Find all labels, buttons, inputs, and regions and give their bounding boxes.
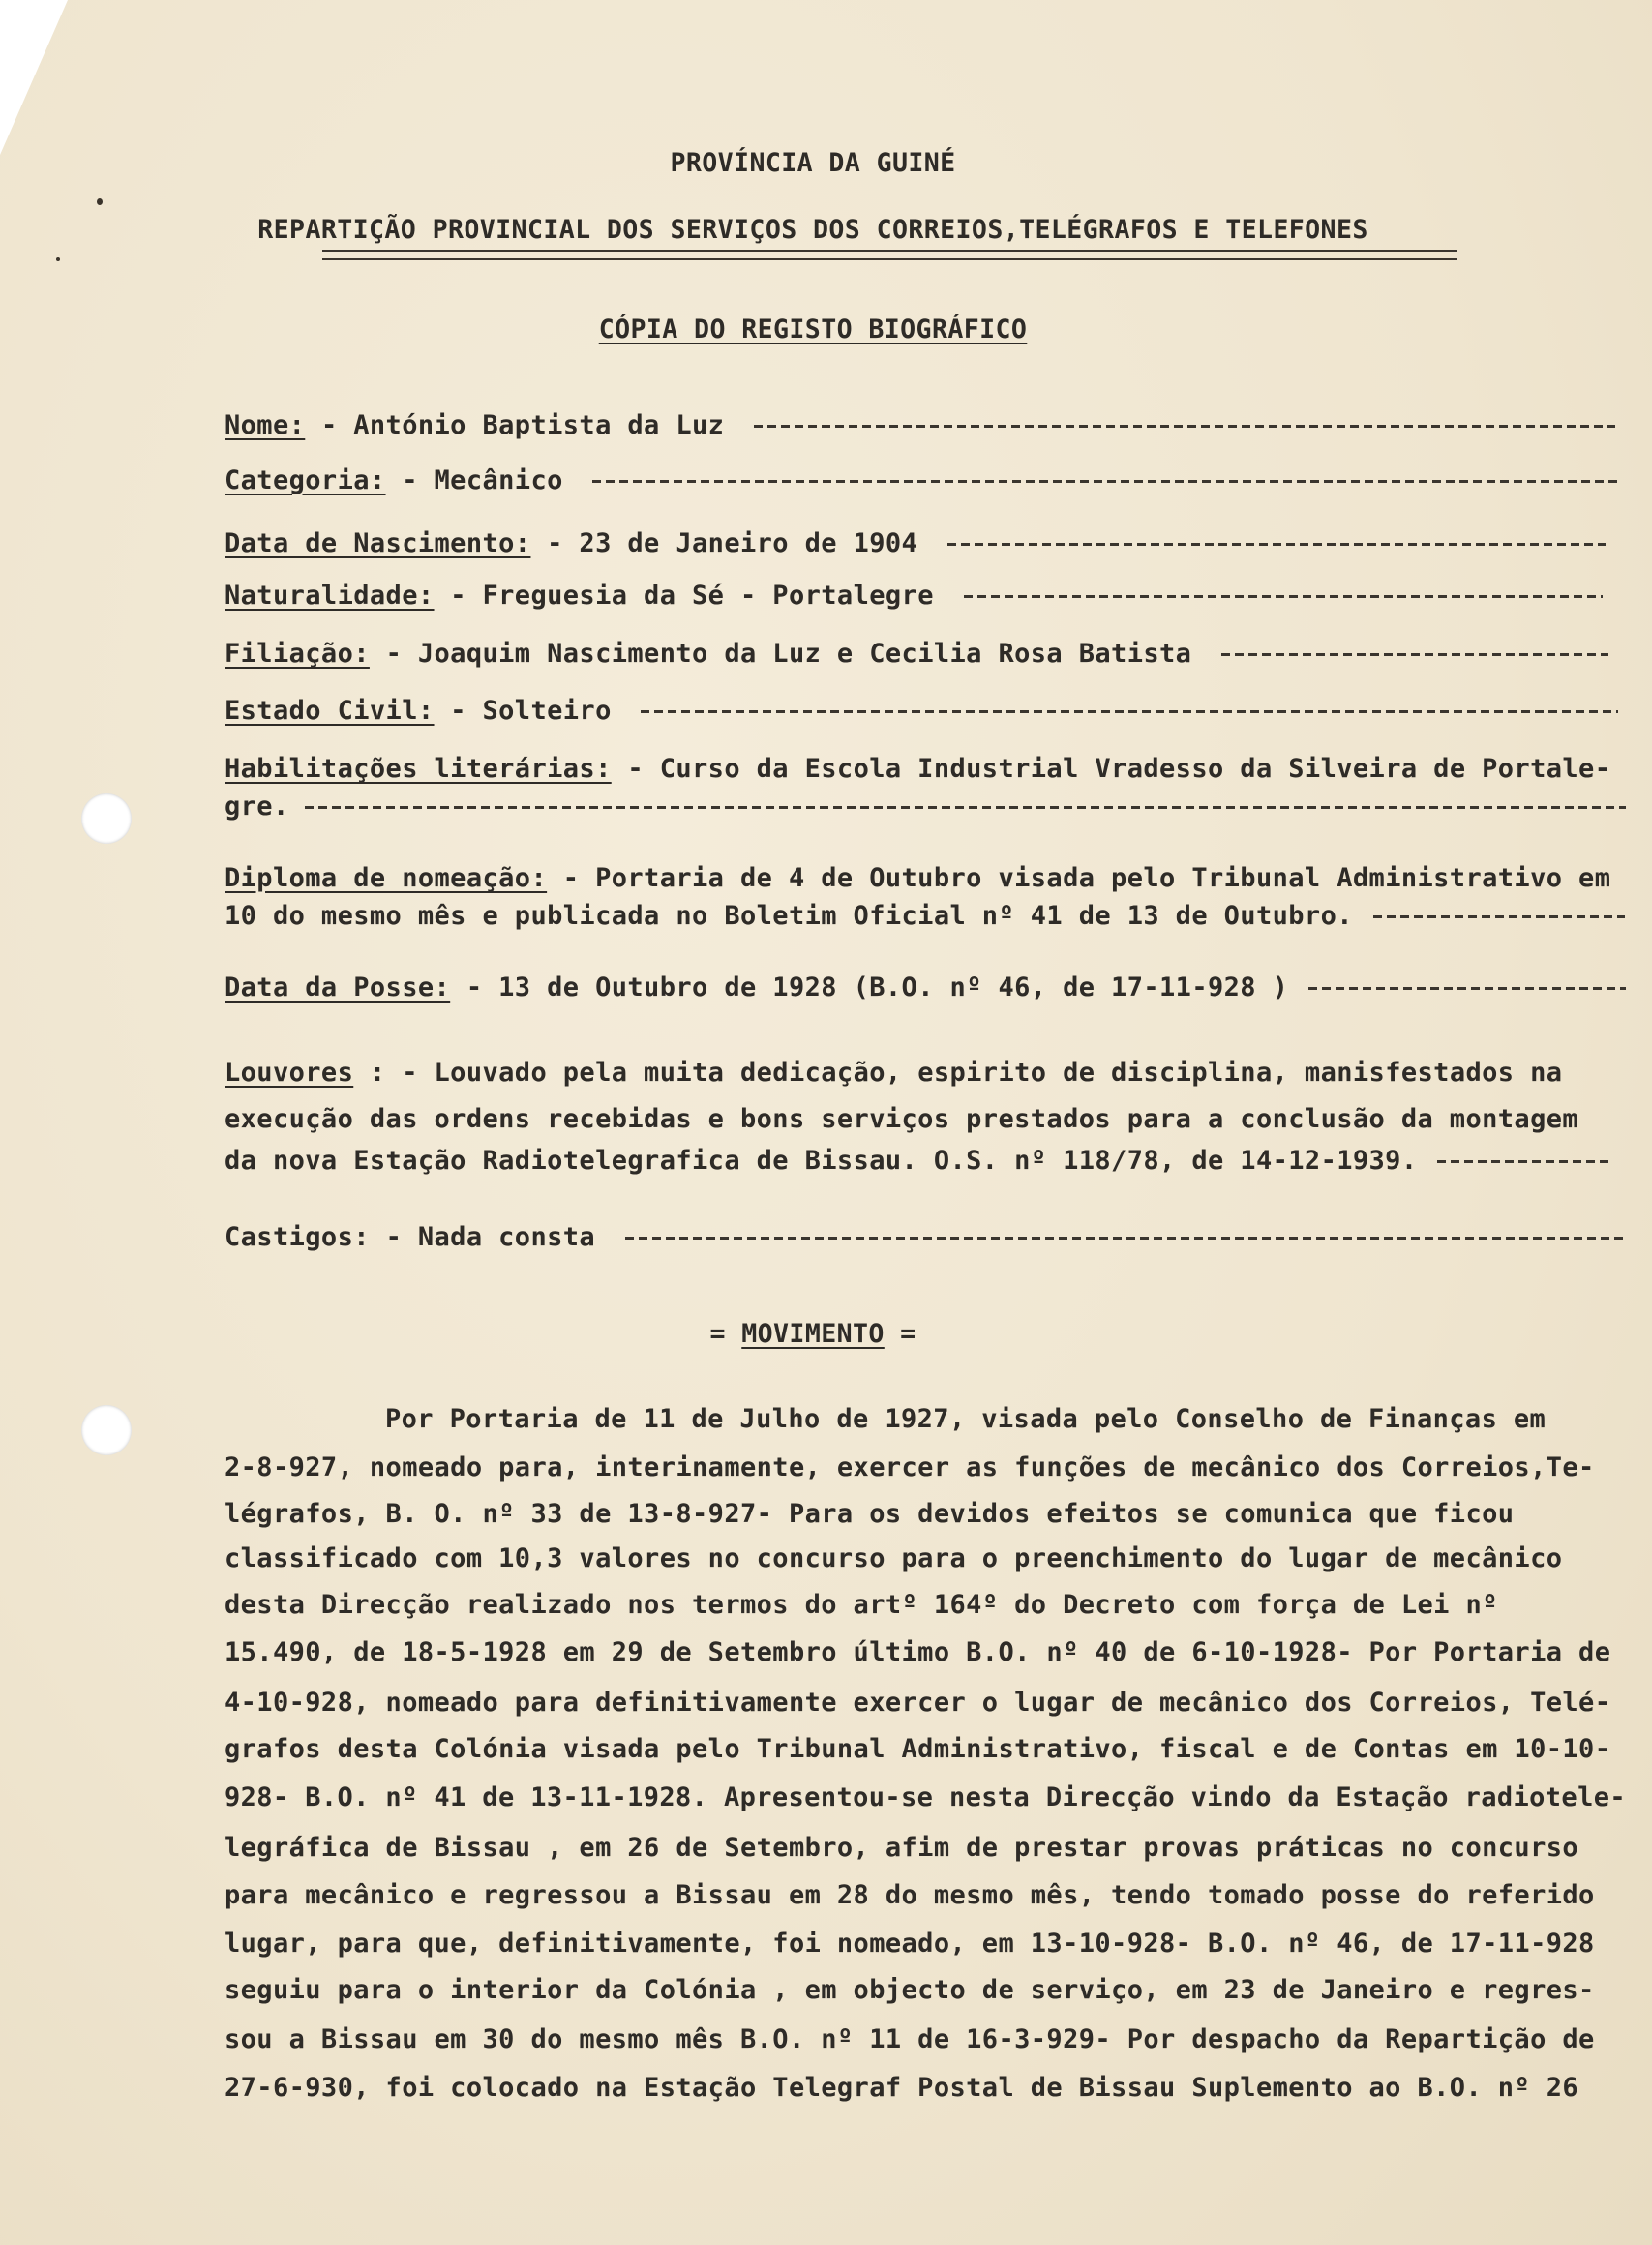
field-label: Nome: — [225, 410, 306, 440]
field-label: Categoria: — [225, 465, 386, 495]
movimento-line: classificado com 10,3 valores no concurso para o preenchimento do lugar de mecânico — [225, 1543, 1563, 1573]
field-value: : - Louvado pela muita dedicação, espirito de disciplina, manisfestados na — [369, 1058, 1563, 1088]
field-louvores-cont — [225, 1104, 1578, 1134]
fill-dashes — [754, 425, 1615, 428]
movimento-line: legráfica de Bissau , em 26 de Setembro, afim de prestar provas práticas no concurso — [225, 1833, 1579, 1863]
field-label: Castigos: — [225, 1222, 370, 1252]
movimento-line: 928- B.O. nº 41 de 13-11-1928. Apresentou-se nesta Direcção vindo da Estação radiotele- — [225, 1782, 1627, 1812]
field-value: - 23 de Janeiro de 1904 — [547, 528, 918, 558]
field-louvores-cont — [225, 1146, 1611, 1176]
field-nascimento — [225, 528, 1606, 558]
field-filiacao — [225, 639, 1608, 669]
province-heading: PROVÍNCIA DA GUINÉ — [670, 148, 956, 178]
movimento-line: légrafos, B. O. nº 33 de 13-8-927- Para os devidos efeitos se comunica que ficou — [225, 1499, 1515, 1529]
movimento-line: desta Direcção realizado nos termos do artº 164º do Decreto com força de Lei nº — [225, 1590, 1498, 1620]
movimento-line: 27-6-930, foi colocado na Estação Telegraf Postal de Bissau Suplemento ao B.O. nº 26 — [225, 2073, 1579, 2103]
field-label: Data de Nascimento: — [225, 528, 531, 558]
field-label: Filiação: — [225, 639, 370, 669]
document-title: CÓPIA DO REGISTO BIOGRÁFICO — [598, 314, 1028, 344]
movimento-line: lugar, para que, definitivamente, foi nomeado, em 13-10-928- B.O. nº 46, de 17-11-928 — [225, 1929, 1595, 1959]
field-nome — [225, 410, 1615, 440]
fill-dashes — [592, 480, 1618, 483]
field-label: Habilitações literárias: — [225, 754, 612, 784]
movimento-line: para mecânico e regressou a Bissau em 28 do mesmo mês, tendo tomado posse do referido — [225, 1880, 1595, 1910]
fill-dashes — [1437, 1160, 1611, 1163]
department-heading: REPARTIÇÃO PROVINCIAL DOS SERVIÇOS DOS CORREIOS,TELÉGRAFOS E TELEFONES — [257, 215, 1368, 245]
movimento-line: 15.490, de 18-5-1928 em 29 de Setembro último B.O. nº 40 de 6-10-1928- Por Portaria de — [225, 1637, 1611, 1667]
field-value: - Solteiro — [450, 696, 612, 726]
field-habilitacoes-cont — [225, 792, 1626, 822]
movimento-line: 2-8-927, nomeado para, interinamente, exercer as funções de mecânico dos Correios,Te- — [225, 1452, 1595, 1482]
fill-dashes — [947, 543, 1606, 546]
field-diploma — [225, 863, 1610, 893]
movimento-line: Por Portaria de 11 de Julho de 1927, visada pelo Conselho de Finanças em — [385, 1404, 1547, 1434]
fill-dashes — [1373, 915, 1625, 918]
fill-dashes — [964, 595, 1603, 598]
fill-dashes — [305, 806, 1626, 809]
field-label: Diploma de nomeação: — [225, 863, 548, 893]
field-naturalidade — [225, 581, 1603, 611]
field-value: - Portaria de 4 de Outubro visada pelo Tribunal Administrativo em — [562, 863, 1611, 893]
fill-dashes — [641, 710, 1618, 713]
field-diploma-cont — [225, 901, 1625, 931]
movimento-line: 4-10-928, nomeado para definitivamente exercer o lugar de mecânico dos Correios, Telé- — [225, 1688, 1611, 1718]
field-louvores — [225, 1058, 1562, 1088]
field-habilitacoes — [225, 754, 1610, 784]
punch-hole-lower — [81, 1405, 132, 1455]
field-value: - Curso da Escola Industrial Vradesso da Silveira de Portale- — [627, 754, 1611, 784]
ink-speck — [56, 257, 60, 261]
field-label: Naturalidade: — [225, 581, 435, 611]
field-value: - 13 de Outubro de 1928 (B.O. nº 46, de 17-11-928 ) — [466, 973, 1289, 1003]
torn-corner — [0, 0, 68, 155]
field-value: execução das ordens recebidas e bons serviços prestados para a conclusão da montagem — [225, 1104, 1579, 1134]
field-value: - António Baptista da Luz — [320, 410, 725, 440]
punch-hole-upper — [81, 793, 132, 844]
field-categoria — [225, 465, 1618, 495]
fill-dashes — [625, 1237, 1626, 1240]
fill-dashes — [1221, 653, 1608, 656]
field-value: - Freguesia da Sé - Portalegre — [450, 581, 934, 611]
movimento-heading: = MOVIMENTO = — [709, 1319, 916, 1349]
field-label: Louvores — [225, 1058, 354, 1088]
ink-speck — [97, 198, 103, 205]
field-value: - Nada consta — [385, 1222, 596, 1252]
fill-dashes — [1308, 987, 1626, 990]
field-label: Data da Posse: — [225, 973, 451, 1003]
movimento-line: sou a Bissau em 30 do mesmo mês B.O. nº 11 de 16-3-929- Por despacho da Repartição de — [225, 2024, 1595, 2054]
field-posse — [225, 973, 1626, 1003]
field-value: gre. — [225, 792, 289, 822]
field-label: Estado Civil: — [225, 696, 435, 726]
field-value: 10 do mesmo mês e publicada no Boletim Oficial nº 41 de 13 de Outubro. — [225, 901, 1353, 931]
field-value: - Joaquim Nascimento da Luz e Cecilia Rosa Batista — [385, 639, 1192, 669]
field-value: da nova Estação Radiotelegrafica de Bissau. O.S. nº 118/78, de 14-12-1939. — [225, 1146, 1418, 1176]
department-double-underline — [322, 250, 1457, 260]
field-value: - Mecânico — [402, 465, 563, 495]
field-estado-civil — [225, 696, 1618, 726]
field-castigos — [225, 1222, 1626, 1252]
movimento-line: grafos desta Colónia visada pelo Tribunal Administrativo, fiscal e de Contas em 10-10- — [225, 1734, 1611, 1764]
movimento-line: seguiu para o interior da Colónia , em objecto de serviço, em 23 de Janeiro e regres- — [225, 1975, 1595, 2005]
